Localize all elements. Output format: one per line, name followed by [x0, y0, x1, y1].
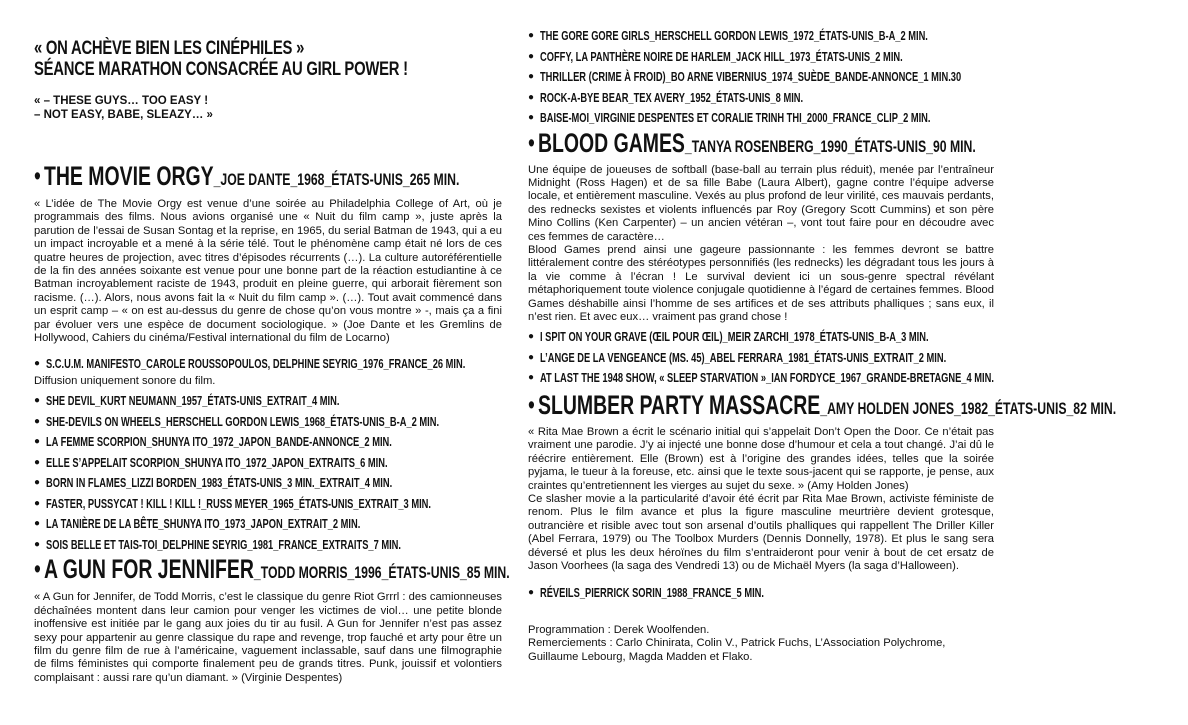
main-title: [34, 38, 408, 80]
list-item: ● ELLE S’APPELAIT SCORPION_SHUNYA ITO_1972_JAPON_EXTRAITS_6 MIN.: [34, 453, 502, 474]
list-item: ● L’ANGE DE LA VENGEANCE (MS. 45)_ABEL FERRARA_1981_ÉTATS-UNIS_EXTRAIT_2 MIN.: [528, 348, 994, 369]
feature-meta: _JOE DANTE_1968_ÉTATS-UNIS_265 MIN.: [213, 170, 460, 189]
list-item: ● BAISE-MOI_VIRGINIE DESPENTES ET CORALIE TRINH THI_2000_FRANCE_CLIP_2 MIN.: [528, 108, 994, 129]
intro-quote: [34, 94, 502, 122]
left-column: [34, 0, 510, 685]
feature-description: « Rita Mae Brown a écrit le scénario initial qui s’appelait Don’t Open the Door. Ce n’était pas vraiment une parodie. J’y ai injecté une bonne dose d’humour et cela a tout changé. J’ai dû le réécrire entièrement. Elle (Brown) est à l’origine des grandes idées, telles que la soirée pyjama, le tueur à la foreuse, etc. ainsi que le texte sous-jacent qui se rapporte, je pense, aux craintes qu’entretiennent les vierges au sujet du sexe. » (Amy Holden Jones): [528, 425, 994, 492]
list-item: ● LA FEMME SCORPION_SHUNYA ITO_1972_JAPON_BANDE-ANNONCE_2 MIN.: [34, 432, 502, 453]
list-item: ● FASTER, PUSSYCAT ! KILL ! KILL !_RUSS MEYER_1965_ÉTATS-UNIS_EXTRAIT_3 MIN.: [34, 494, 502, 515]
feature-description: « A Gun for Jennifer, de Todd Morris, c’est le classique du genre Riot Grrrl : des camionneuses déchaînées montent dans leur camion pour venger les victimes de viol… une petite blonde inoffensive est initiée par le gang aux joies du tir au fusil. A Gun for Jennifer n’est pas assez sexy pour appartenir au genre classique du rape and revenge, trop fauché et arty pour être un film du genre film de rue à l’américaine, vaguement inclassable, sauf dans une filmographie de films féministes qui comporte finalement peu de grands titres. Punk, jouissif et volontiers complaisant : aussi rare qu’un diamant. » (Virginie Despentes): [34, 591, 502, 684]
list-item: ● THE GORE GORE GIRLS_HERSCHELL GORDON LEWIS_1972_ÉTATS-UNIS_B-A_2 MIN.: [528, 26, 994, 47]
feature-meta: _TODD MORRIS_1996_ÉTATS-UNIS_85 MIN.: [253, 563, 510, 583]
feature-heading-blood-games: [528, 127, 976, 162]
list-item: ● AT LAST THE 1948 SHOW, « SLEEP STARVATION »_IAN FORDYCE_1967_GRANDE-BRETAGNE_4 MIN.: [528, 368, 994, 389]
scum-entry: [34, 354, 502, 375]
list-item: ● S.C.U.M. MANIFESTO_CAROLE ROUSSOPOULOS, DELPHINE SEYRIG_1976_FRANCE_26 MIN.: [34, 354, 502, 375]
feature-meta: _TANYA ROSENBERG_1990_ÉTATS-UNIS_90 MIN.: [684, 136, 976, 156]
list-item: ● SHE-DEVILS ON WHEELS_HERSCHELL GORDON LEWIS_1968_ÉTATS-UNIS_B-A_2 MIN.: [34, 412, 502, 433]
list-item: ● I SPIT ON YOUR GRAVE (ŒIL POUR ŒIL)_MEIR ZARCHI_1978_ÉTATS-UNIS_B-A_3 MIN.: [528, 327, 994, 348]
feature-title: BLOOD GAMES: [538, 127, 685, 158]
right-column: [528, 0, 1117, 664]
feature-description-2: Blood Games prend ainsi une gageure passionnante : les femmes devront se battre littéralement contre des stéréotypes personnifiés (les rednecks) les dégradant tous les jours à la vie comme à l’écran ! Le survival devient ici un sous-genre spectral révélant métaphoriquement toute violence conjugale quotidienne à l’égard de certaines femmes. Blood Games déshabille ainsi l’homme de ses artifices et de ses attributs phalliques ; sans eux, il n’est rien. Et avec eux… vraiment pas grand chose !: [528, 243, 994, 323]
bullet-icon: •: [34, 554, 41, 585]
feature-heading-slumber-party: [528, 389, 1117, 424]
quote-line2: – NOT EASY, BABE, SLEAZY… »: [34, 109, 213, 121]
bullet-icon: •: [528, 389, 535, 420]
list-item: ● THRILLER (CRIME À FROID)_BO ARNE VIBERNIUS_1974_SUÈDE_BANDE-ANNONCE_1 MIN.30: [528, 67, 994, 88]
feature-description-2: Ce slasher movie a la particularité d’avoir été écrit par Rita Mae Brown, activiste féministe de renom. Plus le film avance et plus la figure masculine meurtrière devient grotesque, outrancière et risible avec tout son arsenal d’outils phalliques qui rappellent The Driller Killer (Abel Ferrara, 1979) ou The Toolbox Murders (Dennis Donnelly, 1978). Et plus le sang sera déversé et plus les deux héroïnes du film s’entraideront pour venir à bout de cet ersatz de Jason Voorhees (la saga des Vendredi 13) ou de Michaël Myers (la saga d’Halloween).: [528, 492, 994, 572]
list-item: ● SOIS BELLE ET TAIS-TOI_DELPHINE SEYRIG_1981_FRANCE_EXTRAITS_7 MIN.: [34, 535, 502, 556]
list-item: ● RÉVEILS_PIERRICK SORIN_1988_FRANCE_5 MIN.: [528, 583, 994, 604]
main-title-line1: « ON ACHÈVE BIEN LES CINÉPHILES »: [34, 38, 305, 59]
list-item: ● COFFY, LA PANTHÈRE NOIRE DE HARLEM_JACK HILL_1973_ÉTATS-UNIS_2 MIN.: [528, 47, 994, 68]
feature-heading-gun-for-jennifer: [34, 554, 510, 588]
programmation: Programmation : Derek Woolfenden.: [528, 623, 710, 636]
feature-description: « L’idée de The Movie Orgy est venue d’une soirée au Philadelphia College of Art, où je programmais des films. Nous avions organisé une « Nuit du film camp », juste après la parution de l’essai de Susan Sontag et la reprise, en 1965, du serial Batman de 1943, qui a eu un impact incroyable et a mené à la série télé. Tout le phénomène camp était né lors de ces quatre heures de projection, avec titres d’épisodes récurrents (…). La culture autoréférentielle de la fin des années soixante est venue pour une bonne part de la réaction estudiantine à ce Batman incroyablement raciste de 1943, produit en pleine guerre, qui arborait fièrement son racisme. (…). Alors, nous avons fait la « Nuit du film camp ». (…). Tout avait commencé dans un esprit camp – « on est au-dessus du genre de chose qu’on vous montre » -, mais ça a fini par évoluer vers une espèce de document sociologique. » (Joe Dante et les Gremlins de Hollywood, Cahiers du cinéma/Festival international du film de Locarno): [34, 198, 502, 345]
bullet-icon: •: [528, 127, 535, 158]
feature-heading-movie-orgy: [34, 161, 460, 195]
remerciements: Remerciements : Carlo Chinirata, Colin V., Patrick Fuchs, L’Association Polychrome, Guillaume Lebourg, Magda Madden et Flako.: [528, 637, 946, 663]
main-title-line2: SÉANCE MARATHON CONSACRÉE AU GIRL POWER !: [34, 59, 408, 80]
film-list-top: [528, 26, 994, 129]
feature-meta: _AMY HOLDEN JONES_1982_ÉTATS-UNIS_82 MIN.: [820, 398, 1117, 418]
reveils-entry: [528, 583, 994, 604]
list-item: ● BORN IN FLAMES_LIZZI BORDEN_1983_ÉTATS-UNIS_3 MIN._EXTRAIT_4 MIN.: [34, 473, 502, 494]
feature-description: Une équipe de joueuses de softball (base-ball au terrain plus réduit), menée par l’entraîneur Midnight (Ross Hagen) et de sa fille Babe (Laura Albert), gagne contre l’équipe adverse locale, et entièrement masculine. Vexés au plus profond de leur virilité, ces mauvais perdants, des rednecks sexistes et violents influencés par Roy (Gregory Scott Cummins) et son père Mino Collins (Ken Carpenter) – un ancien vétéran –, vont tout faire pour en découdre avec ces femmes de caractère…: [528, 163, 994, 243]
feature-title: THE MOVIE ORGY: [44, 161, 214, 191]
scum-note: Diffusion uniquement sonore du film.: [34, 374, 216, 387]
list-item: ● SHE DEVIL_KURT NEUMANN_1957_ÉTATS-UNIS_EXTRAIT_4 MIN.: [34, 391, 502, 412]
film-list-mid: [528, 327, 994, 389]
credits: [528, 624, 994, 664]
list-item: ● LA TANIÈRE DE LA BÊTE_SHUNYA ITO_1973_JAPON_EXTRAIT_2 MIN.: [34, 514, 502, 535]
list-item: ● ROCK-A-BYE BEAR_TEX AVERY_1952_ÉTATS-UNIS_8 MIN.: [528, 88, 994, 109]
feature-title: SLUMBER PARTY MASSACRE: [538, 389, 821, 420]
bullet-icon: •: [34, 161, 41, 191]
quote-line1: « – THESE GUYS… TOO EASY !: [34, 95, 209, 107]
film-list: [34, 391, 502, 555]
feature-title: A GUN FOR JENNIFER: [44, 554, 254, 585]
